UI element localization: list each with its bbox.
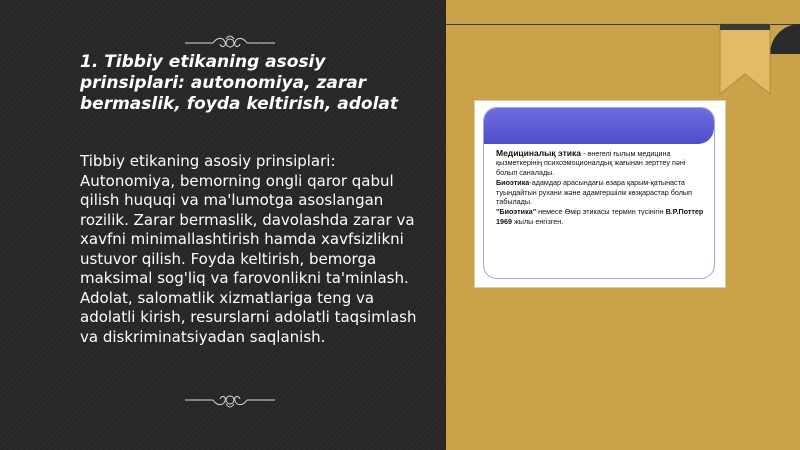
bookmark-ribbon-icon	[716, 18, 774, 98]
embedded-paragraph-2: Биоэтика-адамдар арасындағы өзара қарым-қатынаста туындайтын рухани және адамгершілік көзқарастар болып табылады.	[496, 178, 692, 207]
slide-title: 1. Tibbiy etikaning asosiy prinsiplari: autonomiya, zarar bermaslik, foyda keltirish, adolat	[80, 52, 399, 114]
embedded-slide-frame	[483, 107, 715, 279]
embedded-slide-header-bar	[484, 108, 714, 144]
embedded-paragraph-1: Медициналық этика - өнегелі ғылым медицина қызметкерінің психоэмоционалдық жағынан зерттеу пәні болып саналады.	[496, 148, 686, 177]
slide-body-text: Tibbiy etikaning asosiy prinsiplari: Autonomiya, bemorning ongli qaror qabul qilish huquqi va ma'lumotga asoslangan rozilik. Zarar bermaslik, davolashda zarar va xavfni minimallashtirish hamda xavfsizlikni ustuvor qilish. Foyda keltirish, bemorga maksimal sog'liq va farovonlikni ta'minlash. Adolat, salomatlik xizmatlariga teng va adolatli kirish, resurslarni adolatli taqsimlash va diskriminatsiyadan saqlanish.	[80, 152, 417, 346]
embedded-slide-image	[474, 100, 726, 288]
ornament-flourish-icon	[185, 390, 275, 410]
ornament-flourish-icon	[185, 33, 275, 53]
embedded-slide-text	[496, 149, 704, 227]
embedded-paragraph-3: "Биоэтика" немесе Өмір этикасы термин түсінігін В.Р.Поттер 1969 жылы енгізген.	[496, 207, 704, 226]
